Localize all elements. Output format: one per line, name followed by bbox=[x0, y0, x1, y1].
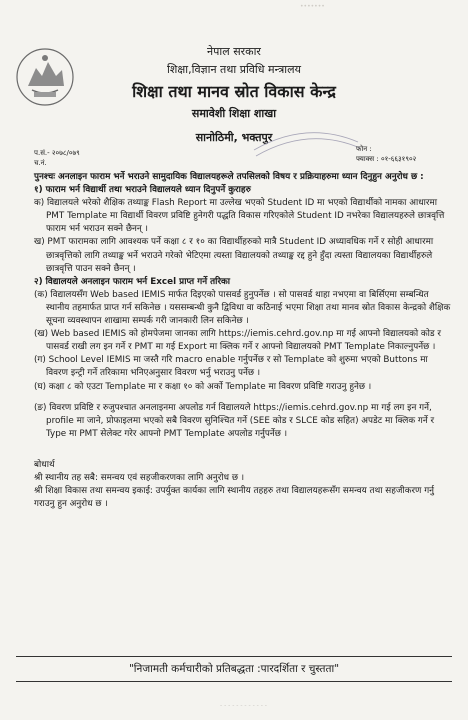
section-1-title: १) फाराम भर्न विद्यार्थी तथा भराउने विद्यालयले ध्यान दिनुपर्ने कुराहरु bbox=[34, 185, 251, 196]
motto-text: "निजामती कर्मचारीको प्रतिबद्धता :पारदर्शिता र चुस्तता" bbox=[128, 663, 340, 675]
section-2-item-ga: (ग) School Level IEMIS मा जस्तै गरि macro enable गर्नुपर्नेछ र सो Template को शुरुमा भएको Buttons मा विवरण इन्ट्री गर्ने तरिकामा भनिएअनुसार विवरण भर्नु भराउनु पर्नेछ । bbox=[34, 355, 428, 379]
motto-footer bbox=[16, 656, 452, 682]
letter-body bbox=[34, 171, 452, 511]
section-1-item-kha: ख) PMT फारामका लागि आवश्यक पर्ने कक्षा ८ र १० का विद्यार्थीहरुको मात्रै Student ID अध्यावधिक गर्ने र सोही आधारमा छात्रवृत्तिको लागि तथ्याङ्क भर्ने भराउने गरेको भेटिएमा त्यस्ता विद्यालयको तथ्याङ्क रद्द हुने हुँदा त्यस्ता विद्यालयका विद्यार्थीहरुले छात्रवृत्ति पाउन सक्ने छैनन् । bbox=[34, 237, 434, 274]
ps-number: प.सं.- २०७८/०७९ bbox=[34, 149, 80, 157]
ministry-name: शिक्षा,विज्ञान तथा प्रविधि मन्त्रालय bbox=[167, 63, 301, 76]
section-2-item-nga: (ङ) विवरण प्रविष्टि र रुजुपश्चात अनलाइनमा अपलोड गर्न विद्यालयले https://iemis.cehrd.gov.np मा गई लग इन गर्ने, profile मा जाने, प्रोफाइलमा भएको सबै विवरण सुनिश्चित गर्ने (SEE कोड र SLCE कोड सहित) अपडेट मा क्लिक गर्ने र Type मा PMT सेलेक्ट गरेर आफ्नो PMT Template अपलोड गर्नुपर्नेछ । bbox=[34, 402, 435, 439]
govt-name: नेपाल सरकार bbox=[207, 45, 261, 58]
section-2-item-gha: (घ) कक्षा ८ को एउटा Template मा र कक्षा १० को अर्को Template मा विवरण प्रविष्टि गराउनु हुनेछ । bbox=[34, 381, 372, 392]
subject-line: पुनश्चः अनलाइन फाराम भर्ने भराउने सामुदायिक विद्यालयहरूले तपसिलको विषय र प्रक्रियाहरुमा ध्यान दिनुहुन अनुरोध छ : bbox=[34, 172, 424, 182]
cc-line-2: श्री शिक्षा विकास तथा समन्वय इकाई: उपर्युक्त कार्यका लागि स्थानीय तहहरु तथा विद्यालयहरूसँग समन्वय तथा सहजीकरण गर्नु गराउनु हुन अनुरोध छ । bbox=[34, 486, 435, 510]
office-address: सानोठिमी, भक्तपुर bbox=[195, 131, 273, 144]
cc-title: बोधार्थ bbox=[34, 459, 55, 470]
faint-bleed-through: ••••••• bbox=[300, 3, 325, 10]
cc-line-1: श्री स्थानीय तह सबै: समन्वय एवं सहजीकरणका लागि अनुरोध छ । bbox=[34, 472, 245, 483]
faint-bleed-through-bottom: - - - - - - - - - - - - bbox=[220, 702, 267, 709]
letter-reference bbox=[34, 148, 80, 168]
office-title: शिक्षा तथा मानव स्रोत विकास केन्द्र bbox=[132, 82, 336, 101]
fax-number: फ्याक्स : ०१-६६३१९०२ bbox=[356, 155, 417, 163]
cn-number: च.नं. bbox=[34, 159, 47, 167]
section-name: समावेशी शिक्षा शाखा bbox=[191, 107, 277, 120]
section-1-item-ka: क) विद्यालयले भरेको शैक्षिक तथ्याङ्क Flash Report मा उल्लेख भएको Student ID मा भएको विद्यार्थीको नामका आधारमा PMT Template मा विद्यार्थी विवरण प्रविष्टि हुनेगरी पद्धति विकास गरिएकोले Student ID नभरेका विद्यालयहरुले छात्रवृत्ति फाराम भर्न भराउन सक्ने छैनन् । bbox=[34, 198, 445, 235]
section-2-item-kha: (ख) Web based IEMIS को होमपेजमा जानका लागि https://iemis.cehrd.gov.np मा गई आफ्नो विद्यालयको कोड र पासवर्ड राखी लग इन गर्ने र PMT मा गई Export मा क्लिक गर्ने र आफ्नो विद्यालयको PMT Template निकाल्नुपर्नेछ । bbox=[34, 329, 442, 353]
contact-info bbox=[356, 144, 416, 164]
section-2-item-ka: (क) विद्यालयसँग Web based IEMIS मार्फत दिइएको पासवर्ड हुनुपर्नेछ । सो पासवर्ड थाहा नभएमा वा बिर्सिएमा सम्बन्धित स्थानीय तहमार्फत प्राप्त गर्न सकिनेछ । यससम्बन्धी कुनै द्विविधा वा कठिनाई भएमा शिक्षा तथा मानव स्रोत विकास केन्द्रको शैक्षिक सूचना व्यवस्थापन शाखामा सम्पर्क गरी जानकारी लिन सकिनेछ । bbox=[34, 289, 451, 327]
phone-label: फोन : bbox=[356, 145, 372, 153]
section-2-title: २) विद्यालयले अनलाइन फाराम भर्न Excel प्राप्त गर्ने तरिका bbox=[34, 276, 231, 287]
office-stamp bbox=[246, 112, 366, 162]
